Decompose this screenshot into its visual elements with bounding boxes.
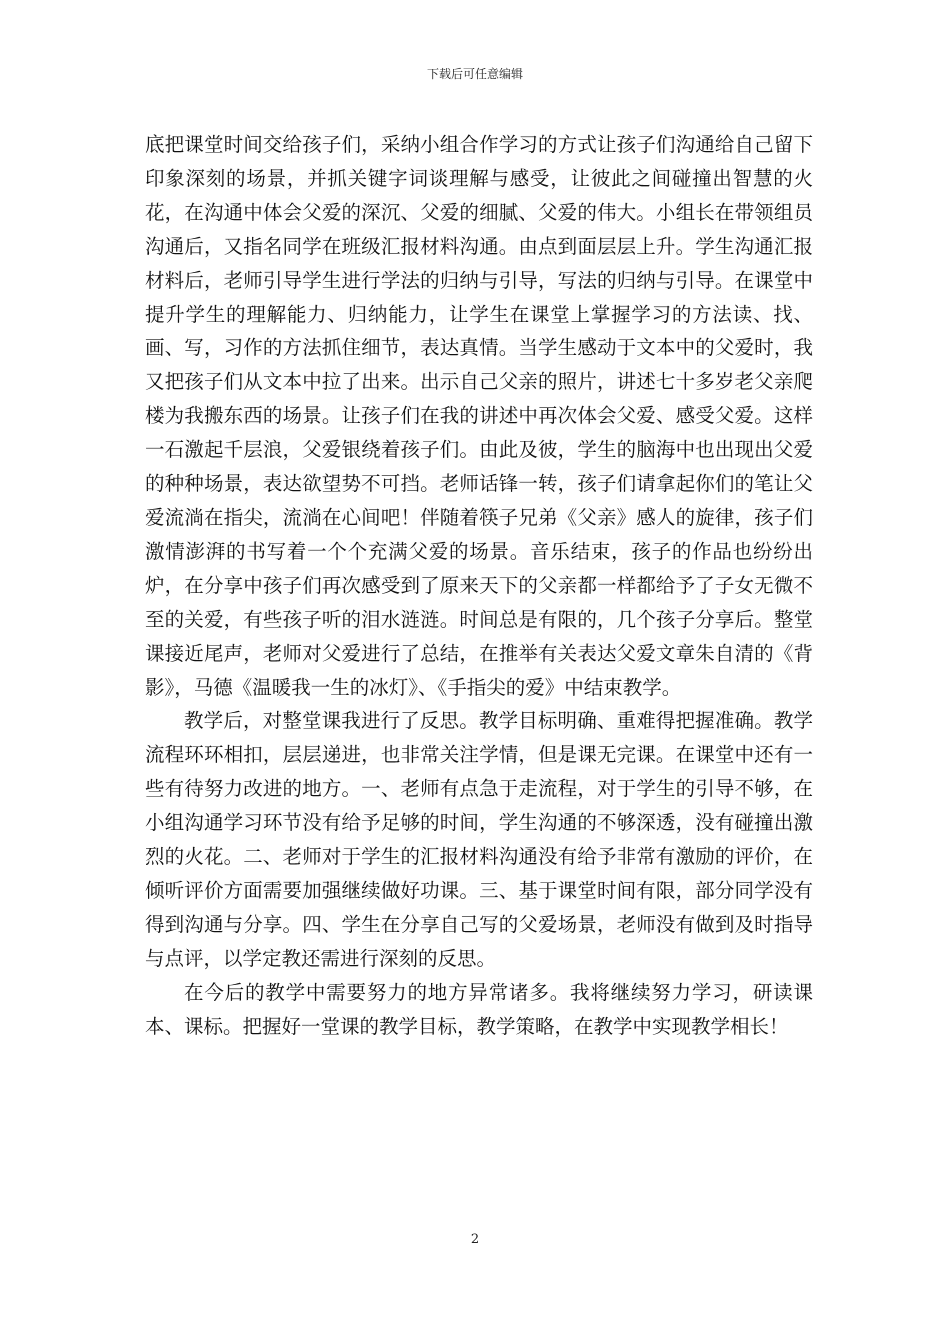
document-body — [145, 128, 813, 1043]
page-header: 下载后可任意编辑 — [426, 67, 523, 81]
paragraph-conclusion: 在今后的教学中需要努力的地方异常诸多。我将继续努力学习，研读课本、课标。把握好一堂课的教学目标，教学策略，在教学中实现教学相长！ — [145, 980, 813, 1038]
paragraph-reflection: 教学后，对整堂课我进行了反思。教学目标明确、重难得把握准确。教学流程环环相扣，层层递进，也非常关注学情，但是课无完课。在课堂中还有一些有待努力改进的地方。一、老师有点急于走流程，对于学生的引导不够，在小组沟通学习环节没有给予足够的时间，学生沟通的不够深透，没有碰撞出激烈的火花。二、老师对于学生的汇报材料沟通没有给予非常有激励的评价，在倾听评价方面需要加强继续做好功课。三、基于课堂时间有限，部分同学没有得到沟通与分享。四、学生在分享自己写的父爱场景，老师没有做到及时指导与点评，以学定教还需进行深刻的反思。 — [145, 709, 813, 970]
paragraph-continuation: 底把课堂时间交给孩子们，采纳小组合作学习的方式让孩子们沟通给自己留下印象深刻的场景，并抓关键字词谈理解与感受，让彼此之间碰撞出智慧的火花，在沟通中体会父爱的深沉、父爱的细腻、父爱的伟大。小组长在带领组员沟通后，又指名同学在班级汇报材料沟通。由点到面层层上升。学生沟通汇报材料后，老师引导学生进行学法的归纳与引导，写法的归纳与引导。在课堂中提升学生的理解能力、归纳能力，让学生在课堂上掌握学习的方法读、找、画、写，习作的方法抓住细节，表达真情。当学生感动于文本中的父爱时，我又把孩子们从文本中拉了出来。出示自己父亲的照片，讲述七十多岁老父亲爬楼为我搬东西的场景。让孩子们在我的讲述中再次体会父爱、感受父爱。这样一石激起千层浪，父爱银绕着孩子们。由此及彼，学生的脑海中也出现出父爱的种种场景，表达欲望势不可挡。老师话锋一转，孩子们请拿起你们的笔让父爱流淌在指尖，流淌在心间吧！伴随着筷子兄弟《父亲》感人的旋律，孩子们激情澎湃的书写着一个个充满父爱的场景。音乐结束，孩子的作品也纷纷出炉，在分享中孩子们再次感受到了原来天下的父亲都一样都给予了子女无微不至的关爱，有些孩子听的泪水涟涟。时间总是有限的，几个孩子分享后。整堂课接近尾声，老师对父爱进行了总结，在推举有关表达父爱文章朱自清的《背影》，马德《温暖我一生的冰灯》、《手指尖的爱》中结束教学。 — [145, 133, 813, 699]
page-number: 2 — [470, 1232, 480, 1247]
